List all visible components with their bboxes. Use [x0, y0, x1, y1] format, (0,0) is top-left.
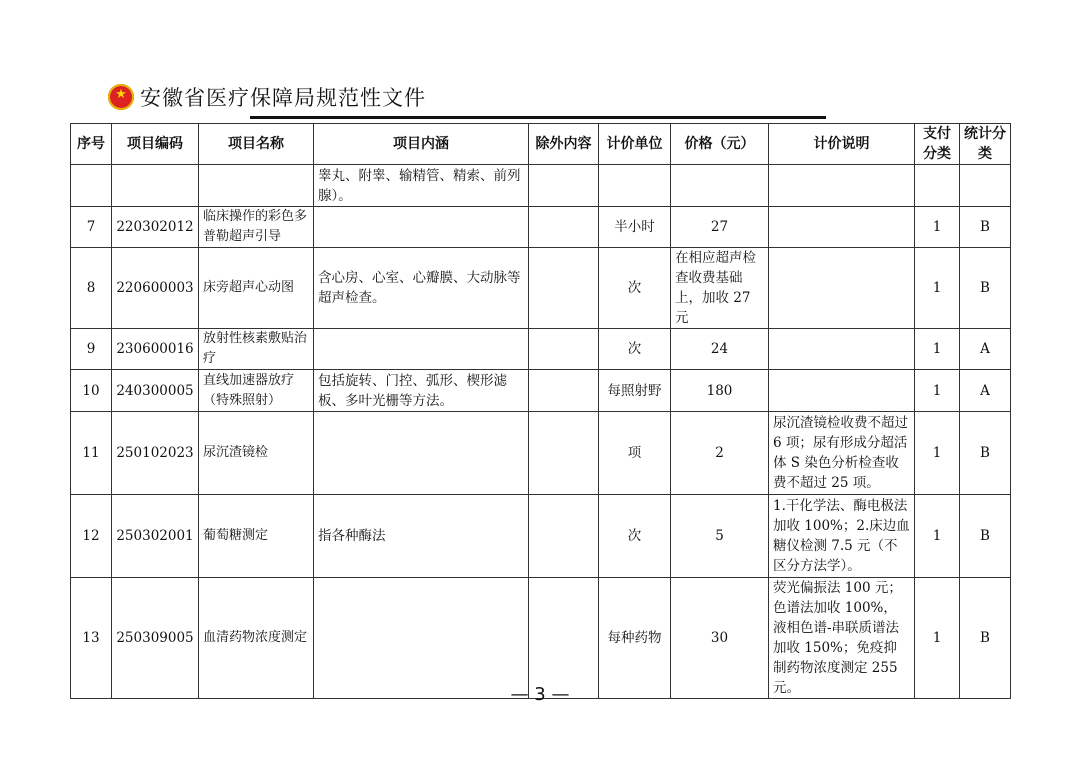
cell-content [314, 578, 529, 699]
cell-stat-class: B [960, 495, 1011, 578]
cell-note [769, 207, 915, 248]
cell-no [71, 165, 112, 207]
table-row [71, 207, 1011, 248]
header-content: 项目内涵 [314, 124, 529, 165]
header-code: 项目编码 [112, 124, 199, 165]
cell-note [769, 165, 915, 207]
cell-code [112, 165, 199, 207]
cell-pay-class: 1 [915, 248, 960, 329]
cell-exclusion [529, 370, 599, 412]
cell-pay-class: 1 [915, 412, 960, 495]
cell-content [314, 329, 529, 370]
cell-no: 10 [71, 370, 112, 412]
cell-code: 250309005 [112, 578, 199, 699]
header-price: 价格（元） [671, 124, 769, 165]
cell-code: 250102023 [112, 412, 199, 495]
cell-unit: 半小时 [599, 207, 671, 248]
header-pay-class: 支付分类 [915, 124, 960, 165]
cell-price: 在相应超声检查收费基础上，加收 27 元 [671, 248, 769, 329]
cell-name: 血清药物浓度测定 [199, 578, 314, 699]
header-name: 项目名称 [199, 124, 314, 165]
cell-unit: 每照射野 [599, 370, 671, 412]
cell-name [199, 165, 314, 207]
cell-unit: 次 [599, 495, 671, 578]
cell-note [769, 329, 915, 370]
cell-no: 7 [71, 207, 112, 248]
cell-code: 220302012 [112, 207, 199, 248]
cell-note: 1.干化学法、酶电极法加收 100%；2.床边血糖仪检测 7.5 元（不区分方法学）。 [769, 495, 915, 578]
cell-no: 12 [71, 495, 112, 578]
table-header-row [71, 124, 1011, 165]
national-emblem-icon [108, 84, 134, 110]
cell-price: 180 [671, 370, 769, 412]
cell-pay-class [915, 165, 960, 207]
cell-stat-class [960, 165, 1011, 207]
cell-content [314, 207, 529, 248]
cell-pay-class: 1 [915, 495, 960, 578]
cell-note: 尿沉渣镜检收费不超过 6 项；尿有形成分超活体 S 染色分析检查收费不超过 25 项。 [769, 412, 915, 495]
cell-name: 直线加速器放疗（特殊照射） [199, 370, 314, 412]
cell-exclusion [529, 495, 599, 578]
cell-pay-class: 1 [915, 207, 960, 248]
cell-stat-class: B [960, 248, 1011, 329]
cell-stat-class: A [960, 329, 1011, 370]
cell-pay-class: 1 [915, 370, 960, 412]
table-row [71, 248, 1011, 329]
header-unit: 计价单位 [599, 124, 671, 165]
cell-content: 睾丸、附睾、输精管、精索、前列腺）。 [314, 165, 529, 207]
table-row [71, 578, 1011, 699]
cell-exclusion [529, 165, 599, 207]
cell-code: 240300005 [112, 370, 199, 412]
table-row [71, 165, 1011, 207]
cell-note: 荧光偏振法 100 元；色谱法加收 100%，液相色谱-串联质谱法加收 150%；免疫抑制药物浓度测定 255 元。 [769, 578, 915, 699]
cell-unit: 次 [599, 329, 671, 370]
cell-code: 230600016 [112, 329, 199, 370]
header-note: 计价说明 [769, 124, 915, 165]
header-title: 安徽省医疗保障局规范性文件 [140, 86, 426, 110]
cell-no: 11 [71, 412, 112, 495]
cell-unit: 次 [599, 248, 671, 329]
table-row [71, 329, 1011, 370]
header-exclusion: 除外内容 [529, 124, 599, 165]
cell-unit: 每种药物 [599, 578, 671, 699]
cell-no: 9 [71, 329, 112, 370]
cell-price [671, 165, 769, 207]
cell-name: 放射性核素敷贴治疗 [199, 329, 314, 370]
cell-stat-class: A [960, 370, 1011, 412]
cell-stat-class: B [960, 207, 1011, 248]
cell-code: 250302001 [112, 495, 199, 578]
cell-name: 尿沉渣镜检 [199, 412, 314, 495]
page-number: — 3 — [510, 684, 570, 705]
cell-name: 葡萄糖测定 [199, 495, 314, 578]
cell-content: 包括旋转、门控、弧形、楔形滤板、多叶光栅等方法。 [314, 370, 529, 412]
cell-content [314, 412, 529, 495]
cell-exclusion [529, 329, 599, 370]
cell-note [769, 248, 915, 329]
cell-price: 24 [671, 329, 769, 370]
cell-content: 含心房、心室、心瓣膜、大动脉等超声检查。 [314, 248, 529, 329]
cell-price: 27 [671, 207, 769, 248]
header-stat-class: 统计分类 [960, 124, 1011, 165]
cell-stat-class: B [960, 412, 1011, 495]
cell-note [769, 370, 915, 412]
cell-stat-class: B [960, 578, 1011, 699]
cell-name: 床旁超声心动图 [199, 248, 314, 329]
cell-content: 指各种酶法 [314, 495, 529, 578]
table-row [71, 412, 1011, 495]
cell-no: 13 [71, 578, 112, 699]
cell-name: 临床操作的彩色多普勒超声引导 [199, 207, 314, 248]
document-header [108, 80, 426, 114]
cell-unit: 项 [599, 412, 671, 495]
table-row [71, 495, 1011, 578]
cell-exclusion [529, 578, 599, 699]
cell-code: 220600003 [112, 248, 199, 329]
cell-price: 30 [671, 578, 769, 699]
fee-table [70, 123, 1011, 699]
cell-unit [599, 165, 671, 207]
cell-price: 2 [671, 412, 769, 495]
cell-pay-class: 1 [915, 329, 960, 370]
header-rule [250, 116, 826, 119]
table-row [71, 370, 1011, 412]
cell-exclusion [529, 248, 599, 329]
header-no: 序号 [71, 124, 112, 165]
cell-pay-class: 1 [915, 578, 960, 699]
cell-exclusion [529, 412, 599, 495]
cell-exclusion [529, 207, 599, 248]
cell-price: 5 [671, 495, 769, 578]
cell-no: 8 [71, 248, 112, 329]
